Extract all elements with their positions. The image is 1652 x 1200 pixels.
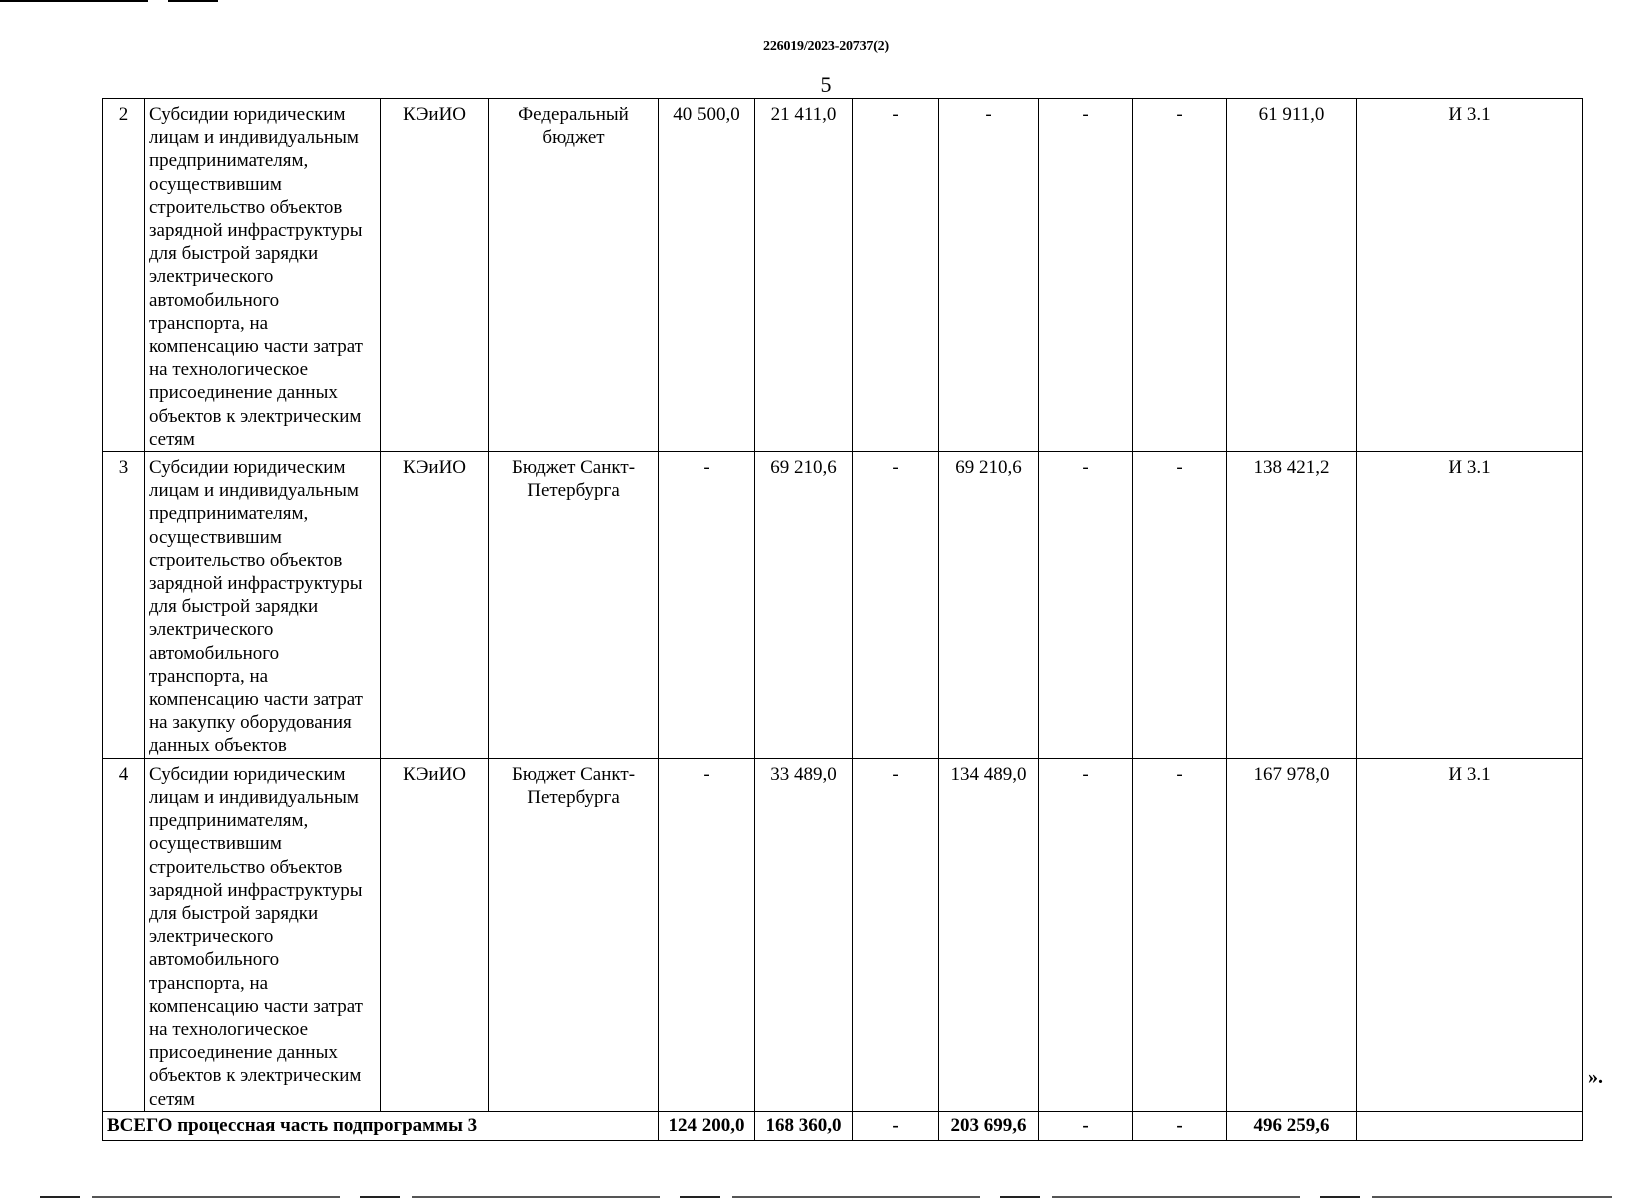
table-row <box>103 758 1583 1111</box>
page-number: 5 <box>820 72 832 97</box>
scan-artifact-top <box>168 0 218 2</box>
total-grand: 496 259,6 <box>1227 1111 1357 1140</box>
total-value-3: - <box>853 1111 939 1140</box>
row-executor: КЭиИО <box>381 758 489 1111</box>
total-label: ВСЕГО процессная часть подпрограммы 3 <box>103 1111 659 1140</box>
document-number: 226019/2023-20737(2) <box>763 39 889 54</box>
total-value-4: 203 699,6 <box>939 1111 1039 1140</box>
row-value-6: - <box>1133 758 1227 1111</box>
row-executor: КЭиИО <box>381 99 489 452</box>
row-funding-source: Бюджет Санкт-Петербурга <box>489 758 659 1111</box>
total-value-1: 124 200,0 <box>659 1111 755 1140</box>
row-total: 61 911,0 <box>1227 99 1357 452</box>
row-indicator: И 3.1 <box>1357 758 1583 1111</box>
total-row <box>103 1111 1583 1140</box>
row-number: 4 <box>103 758 145 1111</box>
row-description: Субсидии юридическим лицам и индивидуальным предпринимателям, осуществившим строительство объектов зарядной инфраструктуры для быстрой зарядки электрического автомобильного транспорта, на компенсацию части затрат на закупку оборудования данных объектов <box>145 452 381 759</box>
row-number: 3 <box>103 452 145 759</box>
total-value-6: - <box>1133 1111 1227 1140</box>
row-value-5: - <box>1039 758 1133 1111</box>
row-value-1: - <box>659 452 755 759</box>
row-value-2: 33 489,0 <box>755 758 853 1111</box>
row-indicator: И 3.1 <box>1357 452 1583 759</box>
row-value-1: - <box>659 758 755 1111</box>
row-funding-source: Бюджет Санкт-Петербурга <box>489 452 659 759</box>
row-value-3: - <box>853 758 939 1111</box>
row-value-6: - <box>1133 452 1227 759</box>
scan-artifact-bottom <box>40 1196 1612 1198</box>
row-indicator: И 3.1 <box>1357 99 1583 452</box>
row-value-2: 69 210,6 <box>755 452 853 759</box>
table-row <box>103 99 1583 452</box>
total-value-5: - <box>1039 1111 1133 1140</box>
total-indicator <box>1357 1111 1583 1140</box>
row-value-4: - <box>939 99 1039 452</box>
table-row <box>103 452 1583 759</box>
row-number: 2 <box>103 99 145 452</box>
row-value-6: - <box>1133 99 1227 452</box>
closing-quote-mark: ». <box>1588 1066 1603 1088</box>
row-value-5: - <box>1039 452 1133 759</box>
scan-artifact-top-left <box>0 0 148 2</box>
row-value-3: - <box>853 452 939 759</box>
row-value-4: 134 489,0 <box>939 758 1039 1111</box>
row-value-4: 69 210,6 <box>939 452 1039 759</box>
row-total: 138 421,2 <box>1227 452 1357 759</box>
total-value-2: 168 360,0 <box>755 1111 853 1140</box>
row-description: Субсидии юридическим лицам и индивидуальным предпринимателям, осуществившим строительство объектов зарядной инфраструктуры для быстрой зарядки электрического автомобильного транспорта, на компенсацию части затрат на технологическое присоединение данных объектов к электрическим сетям <box>145 99 381 452</box>
row-total: 167 978,0 <box>1227 758 1357 1111</box>
row-value-2: 21 411,0 <box>755 99 853 452</box>
row-executor: КЭиИО <box>381 452 489 759</box>
budget-table <box>102 98 1583 1141</box>
row-value-1: 40 500,0 <box>659 99 755 452</box>
row-funding-source: Федеральный бюджет <box>489 99 659 452</box>
row-value-3: - <box>853 99 939 452</box>
row-value-5: - <box>1039 99 1133 452</box>
row-description: Субсидии юридическим лицам и индивидуальным предпринимателям, осуществившим строительство объектов зарядной инфраструктуры для быстрой зарядки электрического автомобильного транспорта, на компенсацию части затрат на технологическое присоединение данных объектов к электрическим сетям <box>145 758 381 1111</box>
